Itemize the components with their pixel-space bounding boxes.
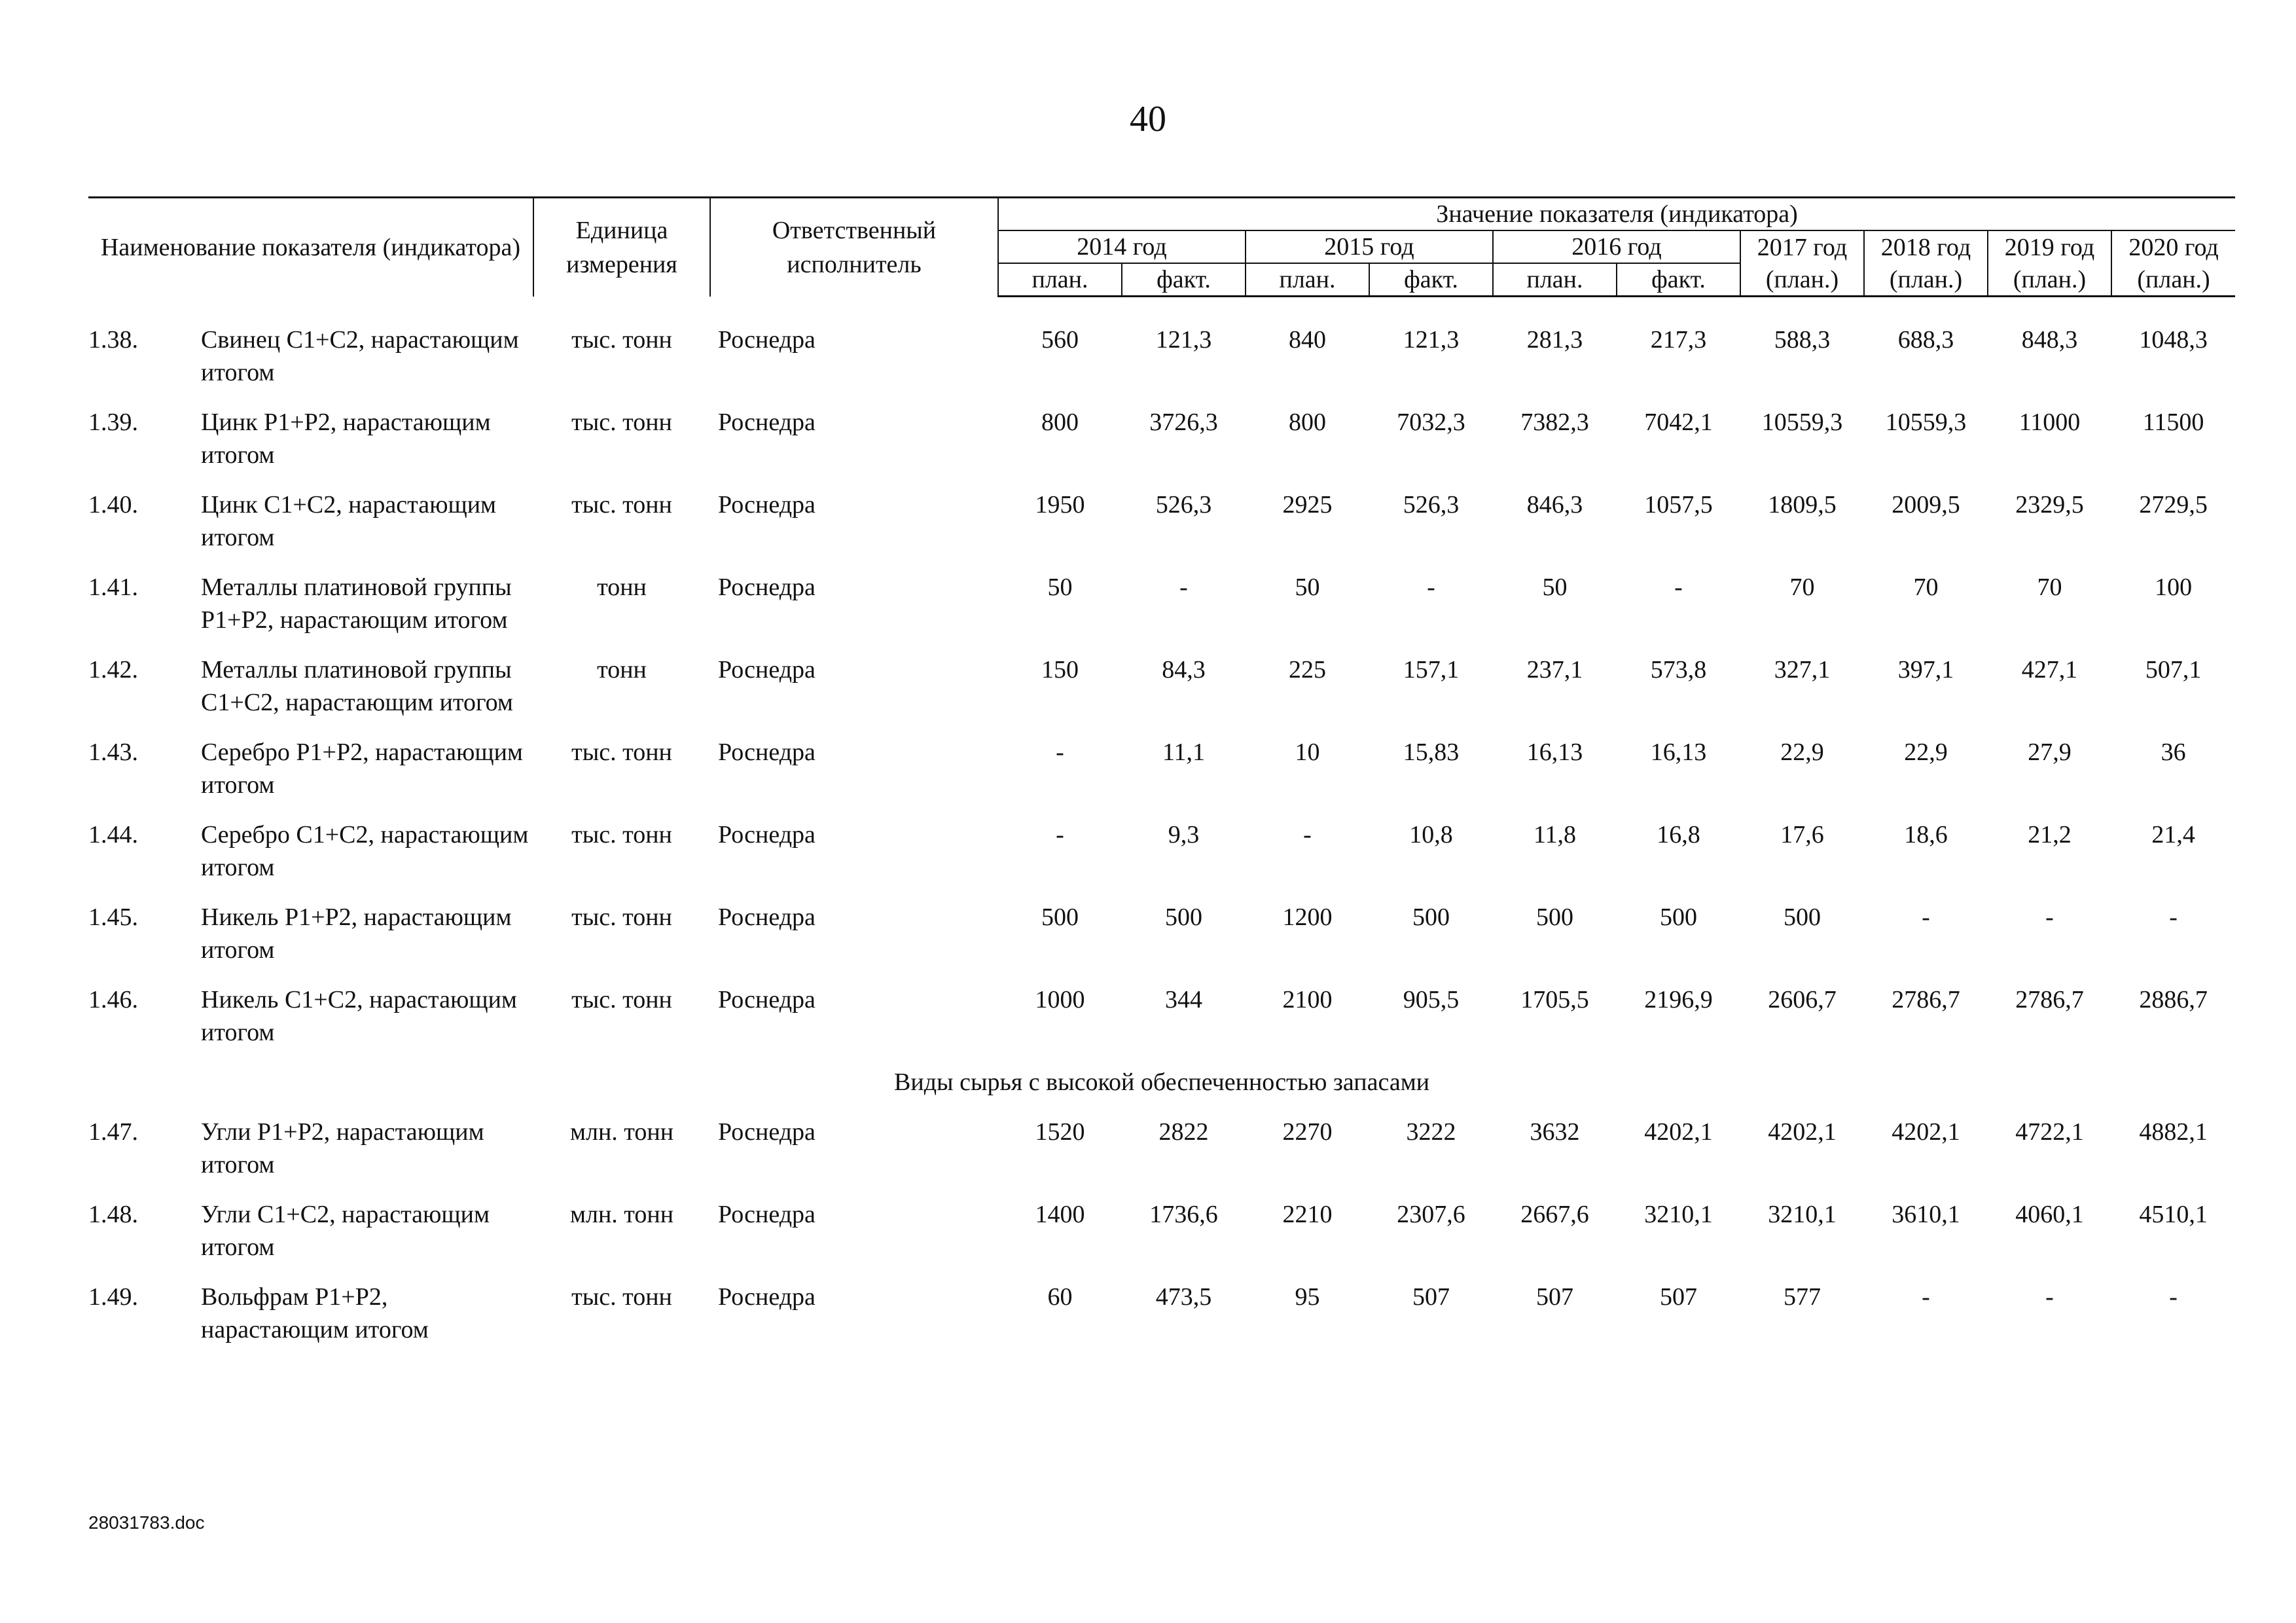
- header-sub-plan: план.: [1246, 263, 1369, 297]
- indicator-name: Цинк Р1+Р2, нарастающим итогом: [201, 409, 491, 469]
- value-cell: 2009,5: [1892, 491, 1960, 519]
- table-row: [88, 571, 2235, 653]
- value-cell: 237,1: [1526, 656, 1583, 684]
- indicator-name: Металлы платиновой группы С1+С2, нарастающим итогом: [201, 656, 513, 716]
- value-cell: 157,1: [1403, 656, 1460, 684]
- value-cell: 4060,1: [2015, 1201, 2084, 1228]
- value-cell: 4202,1: [1768, 1118, 1837, 1146]
- value-cell: -: [1674, 574, 1683, 601]
- row-number: 1.46.: [88, 986, 138, 1013]
- value-cell: 2210: [1282, 1201, 1333, 1228]
- responsible-cell: Роснедра: [718, 491, 816, 519]
- value-cell: 9,3: [1168, 821, 1200, 848]
- table-row: [88, 1281, 2235, 1363]
- table-row: [88, 323, 2235, 406]
- responsible-cell: Роснедра: [718, 656, 816, 684]
- unit-cell: тыс. тонн: [571, 739, 672, 766]
- indicator-name: Никель С1+С2, нарастающим итогом: [201, 986, 517, 1046]
- value-cell: 121,3: [1155, 326, 1212, 354]
- header-year: 2018 год: [1864, 230, 1988, 263]
- value-cell: 70: [1913, 574, 1939, 601]
- responsible-cell: Роснедра: [718, 326, 816, 354]
- value-cell: 905,5: [1403, 986, 1460, 1013]
- value-cell: 16,13: [1526, 739, 1583, 766]
- table-row: [88, 983, 2235, 1066]
- value-cell: 4510,1: [2139, 1201, 2208, 1228]
- value-cell: -: [2045, 1283, 2054, 1311]
- row-number: 1.49.: [88, 1283, 138, 1311]
- value-cell: 4882,1: [2139, 1118, 2208, 1146]
- value-cell: 21,4: [2151, 821, 2195, 848]
- value-cell: 1809,5: [1768, 491, 1837, 519]
- value-cell: 4202,1: [1644, 1118, 1713, 1146]
- value-cell: 10,8: [1409, 821, 1453, 848]
- row-number: 1.43.: [88, 739, 138, 766]
- header-sub-plan: план.: [998, 263, 1122, 297]
- value-cell: 588,3: [1774, 326, 1831, 354]
- unit-cell: тонн: [597, 574, 647, 601]
- value-cell: 3610,1: [1892, 1201, 1960, 1228]
- value-cell: 11000: [2018, 409, 2081, 436]
- value-cell: 27,9: [2028, 739, 2072, 766]
- responsible-cell: Роснедра: [718, 574, 816, 601]
- value-cell: 36: [2161, 739, 2186, 766]
- value-cell: 573,8: [1650, 656, 1707, 684]
- table-row: [88, 736, 2235, 818]
- header-unit: Единица измерения: [533, 198, 710, 297]
- value-cell: 15,83: [1403, 739, 1460, 766]
- value-cell: 70: [1789, 574, 1815, 601]
- table-header: [88, 198, 2235, 297]
- value-cell: -: [1303, 821, 1312, 848]
- indicators-table: [88, 196, 2235, 1363]
- value-cell: -: [2169, 903, 2178, 931]
- indicator-name: Никель Р1+Р2, нарастающим итогом: [201, 903, 512, 964]
- header-sub-plan: (план.): [2111, 263, 2235, 297]
- value-cell: 2270: [1282, 1118, 1333, 1146]
- value-cell: 500: [1041, 903, 1079, 931]
- value-cell: 50: [1542, 574, 1568, 601]
- indicator-name: Свинец С1+С2, нарастающим итогом: [201, 326, 519, 386]
- header-name: Наименование показателя (индикатора): [88, 198, 533, 297]
- header-sub-fact: факт.: [1617, 263, 1740, 297]
- value-cell: 3632: [1530, 1118, 1580, 1146]
- header-year: 2016 год: [1493, 230, 1740, 263]
- header-responsible: Ответственный исполнитель: [710, 198, 998, 297]
- section-title: Виды сырья с высокой обеспеченностью запасами: [894, 1068, 1430, 1096]
- value-cell: 2329,5: [2015, 491, 2084, 519]
- section-row: [88, 1066, 2235, 1116]
- unit-cell: тыс. тонн: [571, 821, 672, 848]
- responsible-cell: Роснедра: [718, 409, 816, 436]
- value-cell: 500: [1660, 903, 1697, 931]
- value-cell: 217,3: [1650, 326, 1707, 354]
- unit-cell: тыс. тонн: [571, 326, 672, 354]
- value-cell: 427,1: [2021, 656, 2078, 684]
- value-cell: 800: [1041, 409, 1079, 436]
- value-cell: 16,8: [1657, 821, 1700, 848]
- value-cell: 344: [1165, 986, 1202, 1013]
- indicator-name: Цинк С1+С2, нарастающим итогом: [201, 491, 497, 551]
- responsible-cell: Роснедра: [718, 986, 816, 1013]
- value-cell: 10559,3: [1885, 409, 1967, 436]
- value-cell: 3210,1: [1768, 1201, 1837, 1228]
- value-cell: 688,3: [1897, 326, 1954, 354]
- value-cell: -: [1179, 574, 1188, 601]
- value-cell: 507,1: [2145, 656, 2202, 684]
- value-cell: 560: [1041, 326, 1079, 354]
- value-cell: 500: [1784, 903, 1821, 931]
- value-cell: 500: [1412, 903, 1450, 931]
- value-cell: 1048,3: [2139, 326, 2208, 354]
- unit-cell: млн. тонн: [569, 1118, 674, 1146]
- value-cell: 526,3: [1403, 491, 1460, 519]
- value-cell: 50: [1295, 574, 1320, 601]
- responsible-cell: Роснедра: [718, 1201, 816, 1228]
- value-cell: -: [2169, 1283, 2178, 1311]
- value-cell: 281,3: [1526, 326, 1583, 354]
- value-cell: 3726,3: [1149, 409, 1218, 436]
- value-cell: -: [1056, 739, 1064, 766]
- unit-cell: тонн: [597, 656, 647, 684]
- responsible-cell: Роснедра: [718, 821, 816, 848]
- value-cell: 2822: [1158, 1118, 1209, 1146]
- value-cell: 1520: [1035, 1118, 1085, 1146]
- value-cell: 507: [1536, 1283, 1573, 1311]
- table-row: [88, 818, 2235, 901]
- value-cell: 10: [1295, 739, 1320, 766]
- row-number: 1.48.: [88, 1201, 138, 1228]
- responsible-cell: Роснедра: [718, 1118, 816, 1146]
- value-cell: 4202,1: [1892, 1118, 1960, 1146]
- header-year: 2019 год: [1988, 230, 2111, 263]
- value-cell: 500: [1165, 903, 1202, 931]
- value-cell: 1400: [1035, 1201, 1085, 1228]
- indicator-name: Металлы платиновой группы Р1+Р2, нарастающим итогом: [201, 574, 512, 634]
- value-cell: 3222: [1406, 1118, 1456, 1146]
- indicator-name: Угли С1+С2, нарастающим итогом: [201, 1201, 490, 1261]
- table-body: [88, 297, 2235, 1364]
- value-cell: 3210,1: [1644, 1201, 1713, 1228]
- unit-cell: тыс. тонн: [571, 409, 672, 436]
- page-number: 40: [1130, 99, 1166, 139]
- unit-cell: тыс. тонн: [571, 986, 672, 1013]
- value-cell: -: [1922, 903, 1930, 931]
- value-cell: 2196,9: [1644, 986, 1713, 1013]
- header-sub-plan: план.: [1493, 263, 1617, 297]
- table-row: [88, 488, 2235, 571]
- value-cell: 846,3: [1526, 491, 1583, 519]
- value-cell: 22,9: [1904, 739, 1948, 766]
- value-cell: 1950: [1035, 491, 1085, 519]
- value-cell: 7382,3: [1520, 409, 1589, 436]
- value-cell: -: [1427, 574, 1435, 601]
- value-cell: 1736,6: [1149, 1201, 1218, 1228]
- value-cell: 7042,1: [1644, 409, 1713, 436]
- header-year: 2014 год: [998, 230, 1246, 263]
- row-number: 1.39.: [88, 409, 138, 436]
- header-year: 2017 год: [1740, 230, 1864, 263]
- value-cell: -: [1922, 1283, 1930, 1311]
- unit-cell: тыс. тонн: [571, 491, 672, 519]
- value-cell: 500: [1536, 903, 1573, 931]
- value-cell: 2606,7: [1768, 986, 1837, 1013]
- value-cell: -: [2045, 903, 2054, 931]
- value-cell: 11,1: [1162, 739, 1206, 766]
- responsible-cell: Роснедра: [718, 1283, 816, 1311]
- header-sub-fact: факт.: [1369, 263, 1493, 297]
- value-cell: 1057,5: [1644, 491, 1713, 519]
- row-number: 1.40.: [88, 491, 138, 519]
- unit-cell: тыс. тонн: [571, 1283, 672, 1311]
- value-cell: 473,5: [1155, 1283, 1212, 1311]
- value-cell: 2925: [1282, 491, 1333, 519]
- row-number: 1.44.: [88, 821, 138, 848]
- header-year: 2015 год: [1246, 230, 1493, 263]
- value-cell: 121,3: [1403, 326, 1460, 354]
- row-number: 1.41.: [88, 574, 138, 601]
- unit-cell: млн. тонн: [569, 1201, 674, 1228]
- table-row: [88, 901, 2235, 983]
- responsible-cell: Роснедра: [718, 903, 816, 931]
- value-cell: 2729,5: [2139, 491, 2208, 519]
- value-cell: 1705,5: [1520, 986, 1589, 1013]
- value-cell: 150: [1041, 656, 1079, 684]
- value-cell: 507: [1412, 1283, 1450, 1311]
- value-cell: 7032,3: [1397, 409, 1465, 436]
- header-sub-plan: (план.): [1988, 263, 2111, 297]
- value-cell: 11,8: [1533, 821, 1577, 848]
- indicator-name: Серебро Р1+Р2, нарастающим итогом: [201, 739, 523, 799]
- row-number: 1.47.: [88, 1118, 138, 1146]
- footer-doc-filename: 28031783.doc: [88, 1512, 205, 1533]
- value-cell: 18,6: [1904, 821, 1948, 848]
- value-cell: 1000: [1035, 986, 1085, 1013]
- value-cell: 100: [2155, 574, 2193, 601]
- value-cell: 2786,7: [1892, 986, 1960, 1013]
- value-cell: 84,3: [1162, 656, 1206, 684]
- indicator-name: Вольфрам Р1+Р2, нарастающим итогом: [201, 1283, 429, 1343]
- value-cell: 11500: [2142, 409, 2204, 436]
- value-cell: 848,3: [2021, 326, 2078, 354]
- value-cell: -: [1056, 821, 1064, 848]
- indicator-name: Серебро С1+С2, нарастающим итогом: [201, 821, 529, 881]
- value-cell: 21,2: [2028, 821, 2072, 848]
- value-cell: 327,1: [1774, 656, 1831, 684]
- value-cell: 2786,7: [2015, 986, 2084, 1013]
- value-cell: 60: [1047, 1283, 1073, 1311]
- table-row: [88, 406, 2235, 488]
- table-row: [88, 1198, 2235, 1281]
- value-cell: 526,3: [1155, 491, 1212, 519]
- value-cell: 70: [2037, 574, 2062, 601]
- value-cell: 1200: [1282, 903, 1333, 931]
- indicator-name: Угли Р1+Р2, нарастающим итогом: [201, 1118, 484, 1178]
- value-cell: 577: [1784, 1283, 1821, 1311]
- value-cell: 397,1: [1897, 656, 1954, 684]
- value-cell: 800: [1289, 409, 1326, 436]
- row-number: 1.45.: [88, 903, 138, 931]
- value-cell: 2307,6: [1397, 1201, 1465, 1228]
- value-cell: 22,9: [1780, 739, 1824, 766]
- value-cell: 2886,7: [2139, 986, 2208, 1013]
- header-year: 2020 год: [2111, 230, 2235, 263]
- value-cell: 2667,6: [1520, 1201, 1589, 1228]
- table-row: [88, 1116, 2235, 1198]
- value-cell: 10559,3: [1761, 409, 1843, 436]
- value-cell: 840: [1289, 326, 1326, 354]
- value-cell: 225: [1289, 656, 1326, 684]
- value-cell: 17,6: [1780, 821, 1824, 848]
- header-sub-plan: (план.): [1740, 263, 1864, 297]
- table-row: [88, 653, 2235, 736]
- row-number: 1.42.: [88, 656, 138, 684]
- value-cell: 507: [1660, 1283, 1697, 1311]
- value-cell: 4722,1: [2015, 1118, 2084, 1146]
- value-cell: 50: [1047, 574, 1073, 601]
- unit-cell: тыс. тонн: [571, 903, 672, 931]
- value-cell: 16,13: [1650, 739, 1707, 766]
- header-sub-plan: (план.): [1864, 263, 1988, 297]
- header-value-group: Значение показателя (индикатора): [998, 198, 2235, 231]
- value-cell: 2100: [1282, 986, 1333, 1013]
- value-cell: 95: [1295, 1283, 1320, 1311]
- row-number: 1.38.: [88, 326, 138, 354]
- header-sub-fact: факт.: [1122, 263, 1246, 297]
- responsible-cell: Роснедра: [718, 739, 816, 766]
